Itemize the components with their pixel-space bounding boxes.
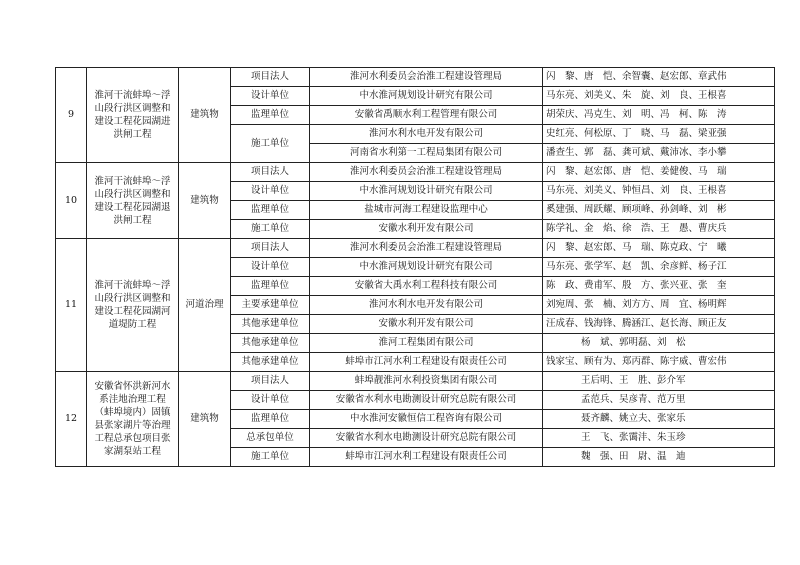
unit-organization: 河南省水利第一工程局集团有限公司 [310, 144, 543, 163]
unit-people: 王后明、王 胜、彭介军 [543, 372, 775, 391]
unit-role: 项目法人 [231, 68, 310, 87]
unit-people: 马东亮、刘美义、钟恒昌、刘 良、王根喜 [543, 182, 775, 201]
unit-organization: 淮河工程集团有限公司 [310, 334, 543, 353]
unit-people: 魏 强、田 尉、温 迪 [543, 448, 775, 467]
unit-people: 聂齐麟、姚立夫、张家乐 [543, 410, 775, 429]
unit-organization: 淮河水利水电开发有限公司 [310, 125, 543, 144]
unit-organization: 淮河水利委员会治淮工程建设管理局 [310, 68, 543, 87]
project-category: 河道治理 [179, 239, 231, 372]
unit-role: 设计单位 [231, 258, 310, 277]
unit-organization: 蚌埠市江河水利工程建设有限责任公司 [310, 353, 543, 372]
unit-organization: 中水淮河规划设计研究有限公司 [310, 87, 543, 106]
unit-organization: 淮河水利委员会治淮工程建设管理局 [310, 163, 543, 182]
unit-organization: 安徽省水利水电勘测设计研究总院有限公司 [310, 391, 543, 410]
project-category: 建筑物 [179, 68, 231, 163]
unit-role: 施工单位 [231, 125, 310, 163]
unit-organization: 安徽省大禹水利工程科技有限公司 [310, 277, 543, 296]
unit-organization: 蚌埠市江河水利工程建设有限责任公司 [310, 448, 543, 467]
unit-organization: 淮河水利水电开发有限公司 [310, 296, 543, 315]
unit-role: 监理单位 [231, 201, 310, 220]
unit-organization: 中水淮河规划设计研究有限公司 [310, 258, 543, 277]
unit-role: 其他承建单位 [231, 353, 310, 372]
award-list-sheet [55, 67, 775, 467]
project-category: 建筑物 [179, 163, 231, 239]
unit-role: 施工单位 [231, 448, 310, 467]
unit-people: 史红亮、何松原、丁 晓、马 磊、梁亚强 [543, 125, 775, 144]
unit-people: 闪 黎、赵宏郎、马 瑞、陈克政、宁 曦 [543, 239, 775, 258]
unit-role: 总承包单位 [231, 429, 310, 448]
unit-role: 项目法人 [231, 372, 310, 391]
unit-role: 设计单位 [231, 87, 310, 106]
unit-organization: 蚌埠靓淮河水利投资集团有限公司 [310, 372, 543, 391]
unit-people: 马东亮、刘美义、朱 旋、刘 良、王根喜 [543, 87, 775, 106]
project-number: 10 [56, 163, 87, 239]
table-row [56, 68, 775, 87]
table-row [56, 239, 775, 258]
project-table [55, 67, 775, 467]
unit-people: 钱家宝、顾有为、郑丙群、陈宇威、曹宏伟 [543, 353, 775, 372]
unit-role: 主要承建单位 [231, 296, 310, 315]
unit-organization: 安徽水利开发有限公司 [310, 220, 543, 239]
unit-people: 王 飞、张霭沣、朱玉珍 [543, 429, 775, 448]
unit-role: 项目法人 [231, 239, 310, 258]
unit-people: 马东亮、张学军、赵 凯、余彦鲜、杨子江 [543, 258, 775, 277]
unit-role: 其他承建单位 [231, 334, 310, 353]
unit-people: 奚建强、周跃耀、顾项峰、孙剑峰、刘 彬 [543, 201, 775, 220]
unit-people: 汪成春、钱海锋、腾涵江、赵长海、顾正友 [543, 315, 775, 334]
project-name: 淮河干流蚌埠～浮山段行洪区调整和建设工程花园湖河道堤防工程 [87, 239, 179, 372]
project-category: 建筑物 [179, 372, 231, 467]
unit-people: 孟范兵、吴彦青、范万里 [543, 391, 775, 410]
unit-organization: 安徽省水利水电勘测设计研究总院有限公司 [310, 429, 543, 448]
unit-role: 其他承建单位 [231, 315, 310, 334]
unit-role: 监理单位 [231, 106, 310, 125]
unit-role: 施工单位 [231, 220, 310, 239]
unit-people: 胡荣庆、冯克生、刘 明、冯 柯、陈 涛 [543, 106, 775, 125]
table-row [56, 163, 775, 182]
unit-people: 闪 黎、赵宏郎、唐 恺、姜健俊、马 瑞 [543, 163, 775, 182]
project-name: 安徽省怀洪新河水系洼地治理工程（蚌埠境内）固镇县张家湖片等治理工程总承包项目张家湖泵站工程 [87, 372, 179, 467]
unit-people: 陈 政、费甫军、殷 方、张兴亚、张 奎 [543, 277, 775, 296]
unit-organization: 安徽省禹顺水利工程管理有限公司 [310, 106, 543, 125]
unit-organization: 中水淮河规划设计研究有限公司 [310, 182, 543, 201]
unit-role: 设计单位 [231, 391, 310, 410]
project-table-body [56, 68, 775, 467]
unit-people: 潘查生、郭 磊、龚可斌、戴沛冰、李小攀 [543, 144, 775, 163]
table-row [56, 372, 775, 391]
project-name: 淮河干流蚌埠～浮山段行洪区调整和建设工程花园湖进洪闸工程 [87, 68, 179, 163]
project-name: 淮河干流蚌埠～浮山段行洪区调整和建设工程花园湖退洪闸工程 [87, 163, 179, 239]
unit-people: 陈学礼、金 焰、徐 浩、王 愚、曹庆兵 [543, 220, 775, 239]
unit-people: 闪 黎、唐 恺、余智囊、赵宏郎、章武伟 [543, 68, 775, 87]
unit-role: 监理单位 [231, 410, 310, 429]
unit-organization: 淮河水利委员会治淮工程建设管理局 [310, 239, 543, 258]
unit-role: 项目法人 [231, 163, 310, 182]
unit-organization: 盐城市河海工程建设监理中心 [310, 201, 543, 220]
unit-organization: 中水淮河安徽恒信工程咨询有限公司 [310, 410, 543, 429]
project-number: 12 [56, 372, 87, 467]
unit-people: 杨 斌、郭明磊、刘 松 [543, 334, 775, 353]
unit-people: 刘宛周、张 楠、刘方方、周 宜、杨明辉 [543, 296, 775, 315]
unit-role: 监理单位 [231, 277, 310, 296]
project-number: 9 [56, 68, 87, 163]
unit-role: 设计单位 [231, 182, 310, 201]
project-number: 11 [56, 239, 87, 372]
unit-organization: 安徽水利开发有限公司 [310, 315, 543, 334]
